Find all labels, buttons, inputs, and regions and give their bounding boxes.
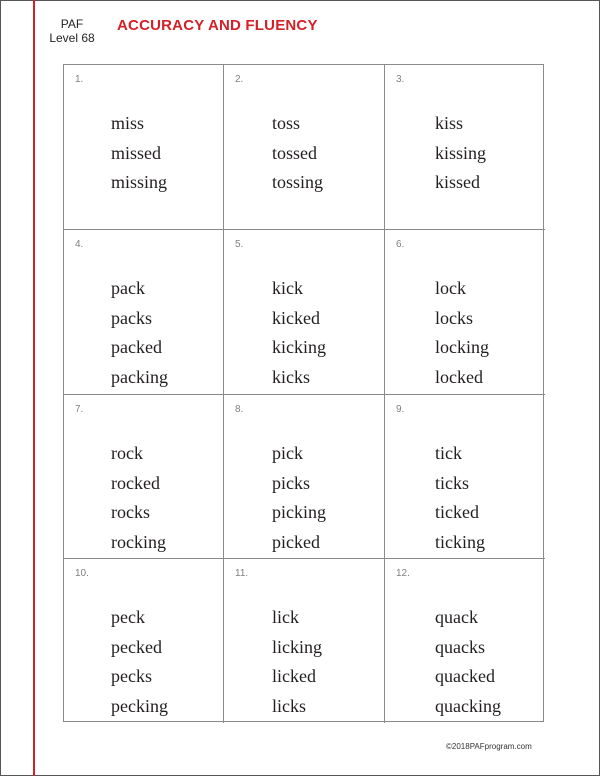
word-item: quack: [435, 607, 478, 627]
word-cell: [224, 559, 385, 723]
word-list: [272, 603, 322, 721]
word-item: lock: [435, 278, 466, 298]
word-list: [435, 603, 501, 721]
word-cell: [385, 559, 545, 723]
word-item: rocked: [111, 472, 160, 493]
word-item: tick: [435, 443, 462, 463]
cell-number: 3.: [396, 74, 405, 85]
word-cell: [64, 65, 224, 230]
cell-number: 9.: [396, 404, 405, 415]
word-item: locked: [435, 366, 483, 387]
word-item: kissing: [435, 142, 487, 163]
program-level: Level 68: [49, 31, 95, 45]
word-list: [435, 109, 486, 198]
word-item: picking: [272, 502, 326, 522]
word-item: toss: [272, 113, 301, 133]
word-item: ticking: [435, 531, 485, 552]
word-item: kicks: [272, 366, 310, 387]
word-list: [111, 274, 168, 392]
word-list: [111, 109, 167, 198]
word-item: missing: [111, 172, 168, 192]
word-item: licking: [272, 636, 322, 657]
word-item: licks: [272, 695, 306, 716]
word-item: missed: [111, 142, 162, 163]
word-item: quacks: [435, 636, 485, 657]
word-item: kicked: [272, 307, 320, 328]
word-item: packing: [111, 366, 168, 387]
word-item: pecked: [111, 636, 162, 657]
word-item: rocking: [111, 531, 166, 552]
word-cell: [224, 65, 385, 230]
word-item: rocks: [111, 502, 150, 522]
word-item: miss: [111, 113, 145, 133]
word-item: tossing: [272, 172, 324, 192]
cell-number: 4.: [75, 239, 84, 250]
cell-number: 12.: [396, 568, 410, 579]
word-item: pecking: [111, 695, 168, 716]
word-grid: [63, 64, 544, 722]
cell-number: 7.: [75, 404, 84, 415]
word-item: licked: [272, 666, 316, 686]
word-cell: [385, 230, 545, 395]
word-item: ticks: [435, 472, 469, 493]
word-list: [111, 439, 166, 557]
word-item: quacked: [435, 666, 495, 686]
word-list: [435, 439, 485, 557]
program-name: PAF: [60, 17, 84, 31]
word-item: kiss: [435, 113, 464, 133]
word-item: peck: [111, 607, 145, 627]
word-item: quacking: [435, 695, 501, 716]
word-item: pack: [111, 278, 145, 298]
word-list: [272, 439, 326, 557]
word-item: lick: [272, 607, 299, 627]
word-item: pick: [272, 443, 303, 463]
word-item: picked: [272, 531, 320, 552]
cell-number: 8.: [235, 404, 244, 415]
word-item: locks: [435, 307, 473, 328]
word-cell: [385, 395, 545, 559]
word-item: packs: [111, 307, 152, 328]
word-item: kissed: [435, 172, 480, 192]
word-cell: [64, 230, 224, 395]
copyright-footer: ©2018PAFprogram.com: [446, 742, 532, 751]
word-cell: [385, 65, 545, 230]
word-item: tossed: [272, 142, 317, 163]
word-cell: [64, 395, 224, 559]
cell-number: 10.: [75, 568, 89, 579]
word-list: [272, 109, 323, 198]
cell-number: 1.: [75, 74, 84, 85]
word-item: pecks: [111, 666, 152, 686]
word-item: locking: [435, 337, 489, 357]
word-list: [435, 274, 489, 392]
word-item: ticked: [435, 502, 479, 522]
word-cell: [224, 395, 385, 559]
word-item: kick: [272, 278, 303, 298]
word-cell: [64, 559, 224, 723]
word-item: rock: [111, 443, 143, 463]
word-list: [272, 274, 326, 392]
cell-number: 2.: [235, 74, 244, 85]
word-item: kicking: [272, 337, 326, 357]
page-title: ACCURACY AND FLUENCY: [117, 17, 318, 34]
word-item: picks: [272, 472, 310, 493]
word-list: [111, 603, 168, 721]
program-label: [48, 17, 96, 45]
margin-rule: [33, 0, 35, 776]
cell-number: 11.: [235, 568, 249, 579]
cell-number: 5.: [235, 239, 244, 250]
word-cell: [224, 230, 385, 395]
word-item: packed: [111, 337, 162, 357]
cell-number: 6.: [396, 239, 405, 250]
